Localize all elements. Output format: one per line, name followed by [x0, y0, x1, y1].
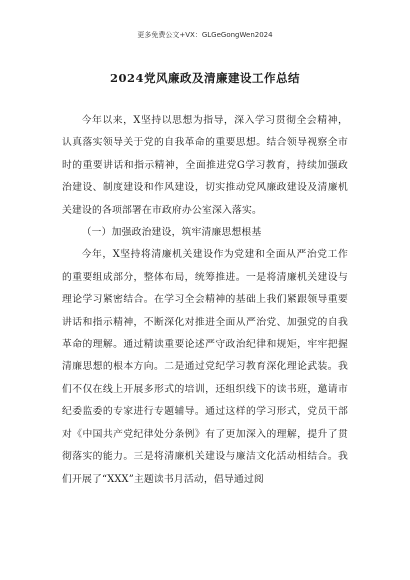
- intro-paragraph: 今年以来，X坚持以思想为指导，深入学习贯彻全会精神，认真落实领导关于党的自我革命的重要思想。结合领导视察全市时的重要讲话和指示精神，全面推进党G学习教育，持续加强政治建设、制度建设和作风建设，切实推动党风廉政建设及清廉机关建设的各项部署在市政府办公室深入落实。: [62, 115, 348, 216]
- section-heading: （一）加强政治建设，筑牢清廉思想根基: [81, 227, 262, 239]
- header-note: 更多免费公文+VX：GLGeGongWen2024: [137, 31, 273, 39]
- document-body: [62, 110, 348, 491]
- body-paragraph: 今年，X坚持将清廉机关建设作为党建和全面从严治党工作的重要组成部分，整体布局，统筹推进。一是将清廉机关建设与理论学习紧密结合。在学习全会精神的基础上我们紧跟领导重要讲话和指示精神，不断深化对推进全面从严治党、加强党的自我革命的理解。通过精读重要论述严守政治纪律和规矩，牢牢把握清廉思想的根本方向。二是通过党纪学习教育深化理论武装。我们不仅在线上开展多形式的培训，还组织线下的读书班，邀请市纪委监委的专家进行专题辅导。通过这样的学习形式，党员干部对《中国共产党纪律处分条例》有了更加深入的理解，提升了贯彻落实的能力。三是将清廉机关建设与廉洁文化活动相结合。我们开展了“XXX”主题读书月活动，倡导通过阅: [62, 249, 348, 485]
- document-title: 2024党风廉政及清廉建设工作总结: [109, 71, 300, 85]
